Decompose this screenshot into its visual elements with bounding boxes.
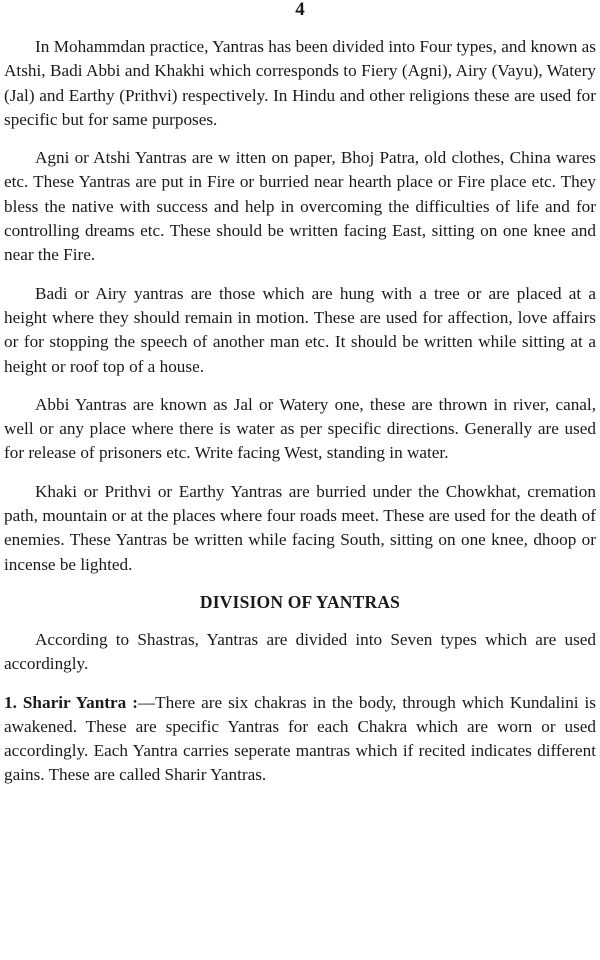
paragraph-khaki-yantras: Khaki or Prithvi or Earthy Yantras are burried under the Chowkhat, cremation path, mountain or at the places where four roads meet. These are used for the death of enemies. These Yantras be written while facing South, sitting on one knee, dhoop or incense be lighted. [4,481,596,574]
list-item-text: —There are six chakras in the body, through which Kundalini is awakened. These are specific Yantras for each Chakra which are worn or used accordingly. Each Yantra carries seperate mantras which if recited indicates different gains. These are called Sharir Yantras. [4,692,596,785]
paragraph-agni-yantras: Agni or Atshi Yantras are w itten on paper, Bhoj Patra, old clothes, China wares etc. These Yantras are put in Fire or burried near hearth place or Fire place etc. They bless the native with success and help in overcoming the difficulties of life and for controlling dreams etc. These should be written facing East, sitting on one knee and near the Fire. [4,148,596,265]
paragraph-mohammdan-practice: In Mohammdan practice, Yantras has been divided into Four types, and known as Atshi, Badi Abbi and Khakhi which corresponds to Fiery (Agni), Airy (Vayu), Watery (Jal) and Earthy (Prithvi) respectively. In Hindu and other religions these are used for specific but for same purposes. [4,37,596,129]
paragraph-abbi-yantras: Abbi Yantras are known as Jal or Watery one, these are thrown in river, canal, well or any place where there is water as per specific directions. Generally are used for release of prisoners etc. Write facing West, standing in water. [4,394,596,463]
page-number: 4 [295,0,305,20]
list-item-sharir-yantra [4,691,596,788]
list-item-title: 1. Sharir Yantra : [4,692,138,712]
section-heading: DIVISION OF YANTRAS [199,591,401,612]
section-intro: According to Shastras, Yantras are divided into Seven types which are used accordingly. [4,629,596,674]
paragraph-badi-yantras: Badi or Airy yantras are those which are hung with a tree or are placed at a height where they should remain in motion. These are used for affection, love affairs or for stopping the speech of another man etc. It should be written while sitting at a height or roof top of a house. [4,283,596,376]
